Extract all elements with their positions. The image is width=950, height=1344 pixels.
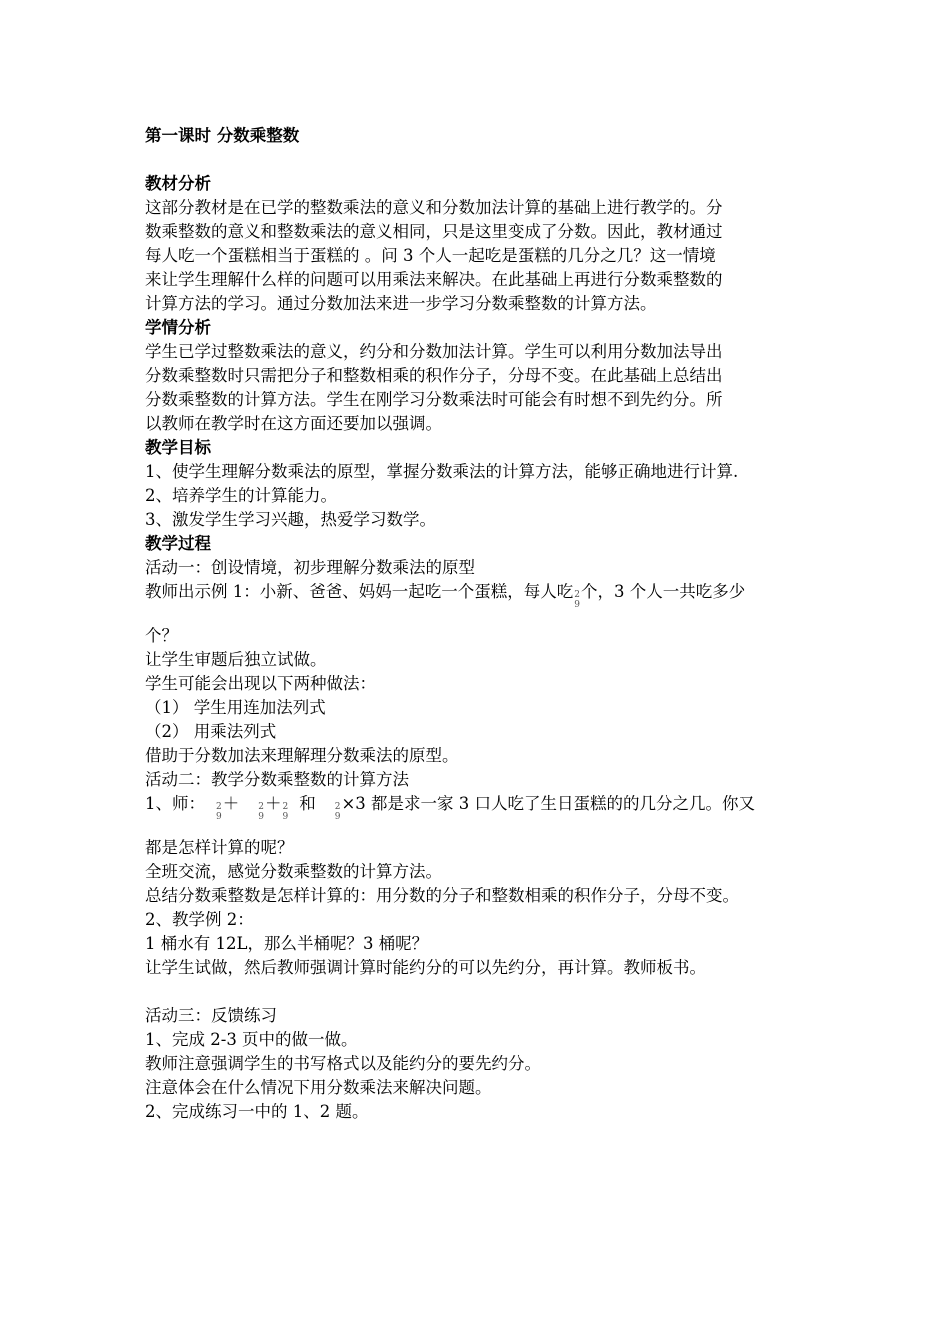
teacher-formula-line: 1、师： 2 9 ＋ 2 9 ＋ 2 9 和 2 9 ×3 都是求一家 3 口人吃了生日蛋糕的的几分之几。你又: [145, 794, 755, 822]
paragraph-line: 以教师在教学时在这方面还要加以强调。: [145, 414, 442, 433]
fraction-two-ninths: 2 9: [216, 802, 222, 822]
paragraph-line: 1、完成 2-3 页中的做一做。: [145, 1030, 358, 1049]
goal-line: 3、激发学生学习兴趣，热爱学习数学。: [145, 510, 436, 529]
fraction-two-ninths: 2 9: [258, 802, 264, 822]
list-item: （2） 用乘法列式: [145, 722, 277, 741]
paragraph-line: 教师注意强调学生的书写格式以及能约分的要先约分。: [145, 1054, 541, 1073]
paragraph-line: 来让学生理解什么样的问题可以用乘法来解决。在此基础上再进行分数乘整数的: [145, 270, 723, 289]
paragraph-line: 1 桶水有 12L，那么半桶呢？3 桶呢？: [145, 934, 429, 953]
page-title: 第一课时 分数乘整数: [145, 126, 300, 145]
paragraph-line: 个？: [145, 626, 178, 645]
paragraph-line: 每人吃一个蛋糕相当于蛋糕的 。问 3 个人一起吃是蛋糕的几分之几？这一情境: [145, 246, 716, 265]
activity-one-title: 活动一：创设情境，初步理解分数乘法的原型: [145, 558, 475, 577]
goal-line: 1、使学生理解分数乘法的原型，掌握分数乘法的计算方法，能够正确地进行计算.: [145, 462, 739, 481]
heading-teaching-goals: 教学目标: [145, 438, 211, 457]
paragraph-line: 让学生试做，然后教师强调计算时能约分的可以先约分，再计算。教师板书。: [145, 958, 706, 977]
activity-two-title: 活动二：教学分数乘整数的计算方法: [145, 770, 409, 789]
paragraph-line: 数乘整数的意义和整数乘法的意义相同，只是这里变成了分数。因此，教材通过: [145, 222, 723, 241]
goal-line: 2、培养学生的计算能力。: [145, 486, 337, 505]
paragraph-line: 全班交流，感觉分数乘整数的计算方法。: [145, 862, 442, 881]
heading-textbook-analysis: 教材分析: [145, 174, 211, 193]
paragraph-line: 借助于分数加法来理解理分数乘法的原型。: [145, 746, 459, 765]
paragraph-line: 总结分数乘整数是怎样计算的：用分数的分子和整数相乘的积作分子，分母不变。: [145, 886, 739, 905]
heading-student-analysis: 学情分析: [145, 318, 211, 337]
paragraph-line: 这部分教材是在已学的整数乘法的意义和分数加法计算的基础上进行教学的。分: [145, 198, 723, 217]
paragraph-line: 分数乘整数的计算方法。学生在刚学习分数乘法时可能会有时想不到先约分。所: [145, 390, 723, 409]
spacer: [145, 980, 825, 1004]
fraction-two-ninths: 2 9: [334, 802, 341, 822]
document-body: [145, 124, 825, 1124]
paragraph-line: 分数乘整数时只需把分子和整数相乘的积作分子，分母不变。在此基础上总结出: [145, 366, 723, 385]
paragraph-line: 让学生审题后独立试做。: [145, 650, 327, 669]
fraction-two-ninths: 2 9: [574, 590, 580, 610]
activity-three-title: 活动三：反馈练习: [145, 1006, 277, 1025]
paragraph-line: 注意体会在什么情况下用分数乘法来解决问题。: [145, 1078, 492, 1097]
paragraph-line: 学生已学过整数乘法的意义，约分和分数加法计算。学生可以利用分数加法导出: [145, 342, 723, 361]
fraction-two-ninths: 2 9: [282, 802, 289, 822]
list-item: （1） 学生用连加法列式: [145, 698, 326, 717]
paragraph-line: 学生可能会出现以下两种做法：: [145, 674, 376, 693]
heading-teaching-process: 教学过程: [145, 534, 211, 553]
paragraph-line: 2、教学例 2：: [145, 910, 254, 929]
paragraph-line: 计算方法的学习。通过分数加法来进一步学习分数乘整数的计算方法。: [145, 294, 657, 313]
paragraph-line: 2、完成练习一中的 1、2 题。: [145, 1102, 369, 1121]
example-one-line: 教师出示例 1：小新、爸爸、妈妈一起吃一个蛋糕，每人吃 2 9 个，3 个人一共吃多少: [145, 582, 746, 610]
paragraph-line: 都是怎样计算的呢？: [145, 838, 294, 857]
